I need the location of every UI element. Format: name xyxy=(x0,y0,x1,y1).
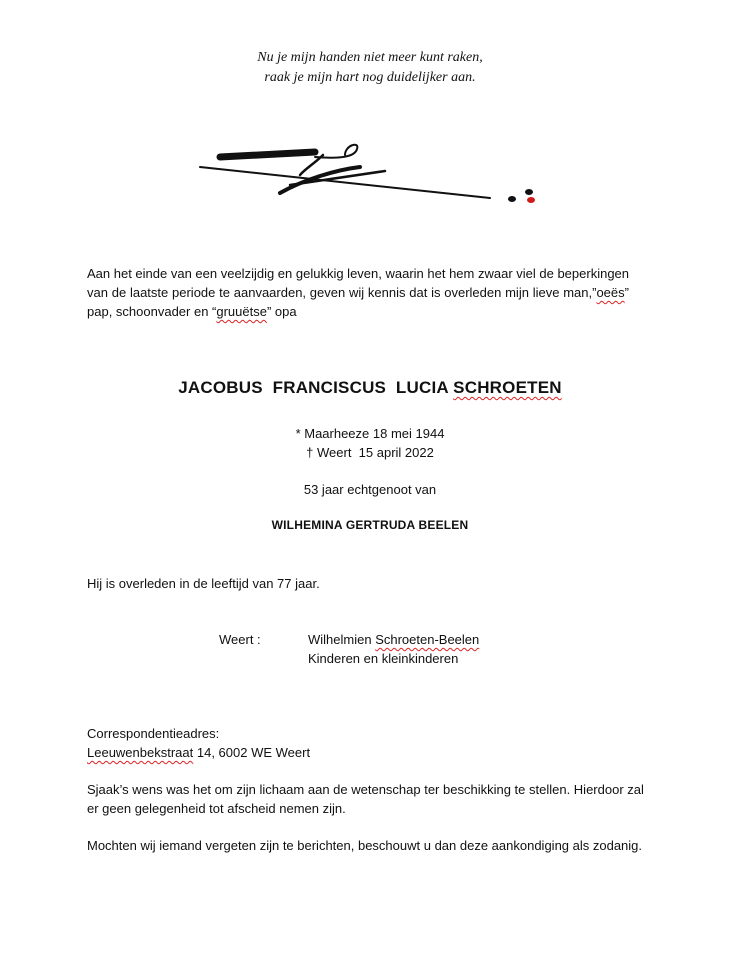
poem-line-2: raak je mijn hart nog duidelijker aan. xyxy=(264,70,476,85)
intro-text-1: Aan het einde van een veelzijdig en gelukkig leven, waarin het hem zwaar viel de beperkingen van de laatste periode te aanvaarden, geven wij kennis dat is overleden mijn lieve man,” xyxy=(87,266,630,300)
intro-text-2: ” pap, schoonvader en “ xyxy=(87,285,629,319)
poem-line-1: Nu je mijn handen niet meer kunt raken, xyxy=(257,50,483,65)
family-spouse-first: Wilhelmien xyxy=(308,632,376,647)
correspondence-rest: 14, 6002 WE Weert xyxy=(193,745,311,760)
family-children: Kinderen en kleinkinderen xyxy=(308,651,459,666)
logo xyxy=(195,135,545,215)
deceased-name xyxy=(0,378,740,398)
family-place: Weert : xyxy=(219,632,261,647)
marriage-duration: 53 jaar echtgenoot van xyxy=(303,482,437,497)
wish-paragraph: Sjaak’s wens was het om zijn lichaam aan de wetenschap ter beschikking te stellen. Hierdoor zal er geen gelegenheid tot afscheid nemen zijn. xyxy=(87,782,644,816)
family-spouse-last: Schroeten-Beelen xyxy=(375,632,480,647)
intro-word-gruuetse: gruuëtse xyxy=(216,304,267,319)
deceased-first-names: JACOBUS FRANCISCUS LUCIA xyxy=(178,378,454,397)
correspondence-label: Correspondentieadres: xyxy=(87,726,220,741)
age-statement: Hij is overleden in de leeftijd van 77 jaar. xyxy=(87,576,320,591)
skier-figure-icon xyxy=(195,135,545,210)
correspondence-street: Leeuwenbekstraat xyxy=(87,745,194,760)
birth-date: * Maarheeze 18 mei 1944 xyxy=(295,426,445,441)
death-date: † Weert 15 april 2022 xyxy=(306,445,434,460)
poem xyxy=(0,48,740,88)
intro-paragraph xyxy=(87,264,629,321)
family-spouse xyxy=(308,630,479,649)
intro-text-3: ” opa xyxy=(266,304,297,319)
closing-paragraph: Mochten wij iemand vergeten zijn te berichten, beschouwt u dan deze aankondiging als zodanig. xyxy=(87,838,643,853)
spouse-name: WILHEMINA GERTRUDA BEELEN xyxy=(271,518,469,532)
deceased-last-name: SCHROETEN xyxy=(453,378,562,397)
correspondence-address xyxy=(87,743,310,762)
intro-word-oees: oeës xyxy=(596,285,625,300)
